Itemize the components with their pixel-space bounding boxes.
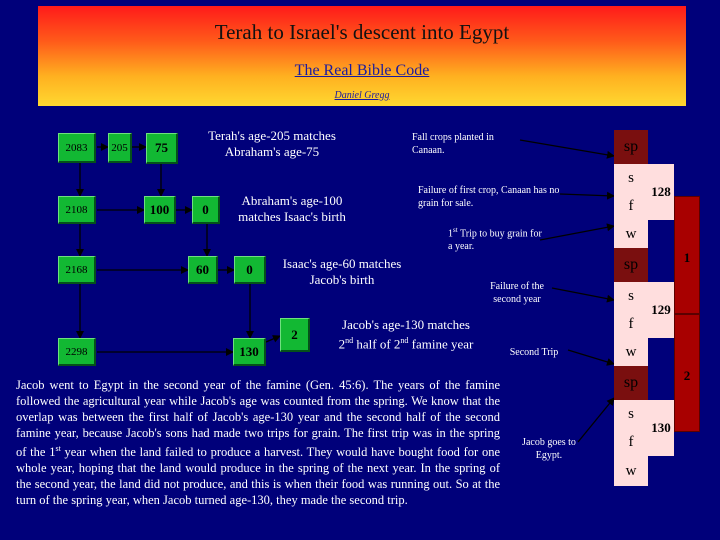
author-link[interactable]: Daniel Gregg <box>334 90 390 101</box>
famine-year-label-2 <box>676 368 698 384</box>
paragraph-part1: Jacob went to Egypt in the second year of the famine (Gen. 45:6). The years of the famine followed the agricultural year while Jacob's age was counted from the spring. We know that the overlap was between the first half of Jacob's age-130 year and the second half of the second famine year, because Jacob's sons had made two trips for grain. The first trip was in the spring of the 1 <box>16 378 500 460</box>
season-fall-2: f <box>614 310 648 338</box>
explanation-paragraph <box>16 377 500 508</box>
label-jacob-famine-line1: Jacob's age-130 matches <box>342 317 470 332</box>
arrow-130-2 <box>266 336 280 342</box>
label-jacob-famine-sup1: nd <box>345 336 354 345</box>
season-summer-1: s <box>614 164 648 192</box>
note-failure-second: Failure of the second year <box>490 281 544 305</box>
age-marker-129 <box>648 282 674 338</box>
note-first-trip-text: Trip to buy grain for a year. <box>448 228 542 253</box>
age-box-abraham-75: 75 <box>146 133 178 164</box>
year-box-2168: 2168 <box>58 256 96 284</box>
season-spring-1: sp <box>614 130 648 164</box>
arrow-failure-first <box>560 194 614 196</box>
note-failure-first: Failure of first crop, Canaan has no grain for sale. <box>418 185 560 209</box>
note-first-trip <box>448 224 544 253</box>
season-fall-1: f <box>614 192 648 220</box>
label-jacob-famine-mid: half of 2 <box>353 336 401 352</box>
season-winter-2: w <box>614 338 648 366</box>
famine-year-label-1 <box>676 250 698 266</box>
age-marker-128-label: 128 <box>651 184 671 199</box>
arrow-second-trip <box>568 350 614 364</box>
season-summer-3: s <box>614 400 648 428</box>
label-jacob-famine-sup2: nd <box>400 336 409 345</box>
label-jacob-famine <box>318 317 494 352</box>
age-box-abraham-100: 100 <box>144 196 176 224</box>
arrow-first-trip <box>540 226 614 240</box>
subtitle-link[interactable]: The Real Bible Code <box>294 62 430 79</box>
famine-year-2-text: 2 <box>683 368 691 383</box>
label-jacob-famine-num1: 2 <box>338 336 346 352</box>
arrow-fall-crops <box>520 140 614 156</box>
note-first-trip-num: 1 <box>448 228 453 240</box>
age-marker-128 <box>648 164 674 220</box>
note-jacob-goes: Jacob goes to Egypt. <box>522 437 576 461</box>
arrow-failure-second <box>552 288 614 300</box>
paragraph-sup: st <box>55 444 61 453</box>
famine-year-box-2: 2 <box>280 318 310 352</box>
year-box-2298: 2298 <box>58 338 96 366</box>
season-spring-3: sp <box>614 366 648 400</box>
age-marker-130-label: 130 <box>651 420 671 435</box>
age-marker-129-label: 129 <box>651 302 671 317</box>
note-fall-crops: Fall crops planted in Canaan. <box>412 132 494 156</box>
label-abraham-isaac: Abraham's age-100 matches Isaac's birth <box>238 193 346 224</box>
season-winter-3: w <box>614 456 648 486</box>
page-title: Terah to Israel's descent into Egypt <box>214 20 510 44</box>
label-isaac-jacob: Isaac's age-60 matches Jacob's birth <box>282 256 402 287</box>
age-box-isaac-60: 60 <box>188 256 218 284</box>
age-box-terah-205: 205 <box>108 133 132 163</box>
label-terah-abraham: Terah's age-205 matches Abraham's age-75 <box>208 128 336 159</box>
age-marker-130 <box>648 400 674 456</box>
paragraph-part2: year when the land failed to produce a harvest. They would have bought food for one whole year, hoping that the land would produce in the spring of the next year. In the spring of the second year, the land did not produce, and this is when their food was running out. So at the turn of the spring year, when Jacob turned age-130, they made the second trip. <box>16 445 500 508</box>
season-winter-1: w <box>614 220 648 248</box>
arrow-jacob-goes <box>578 398 614 442</box>
age-box-jacob-0: 0 <box>234 256 266 284</box>
season-summer-2: s <box>614 282 648 310</box>
age-box-jacob-130: 130 <box>233 338 266 366</box>
season-fall-3: f <box>614 428 648 456</box>
year-box-2108: 2108 <box>58 196 96 224</box>
note-first-trip-sup: st <box>453 226 458 234</box>
famine-year-1-text: 1 <box>683 250 691 265</box>
season-spring-2: sp <box>614 248 648 282</box>
label-jacob-famine-end: famine year <box>408 336 474 352</box>
year-box-2083: 2083 <box>58 133 96 163</box>
age-box-isaac-0: 0 <box>192 196 220 224</box>
note-second-trip: Second Trip <box>509 347 559 358</box>
